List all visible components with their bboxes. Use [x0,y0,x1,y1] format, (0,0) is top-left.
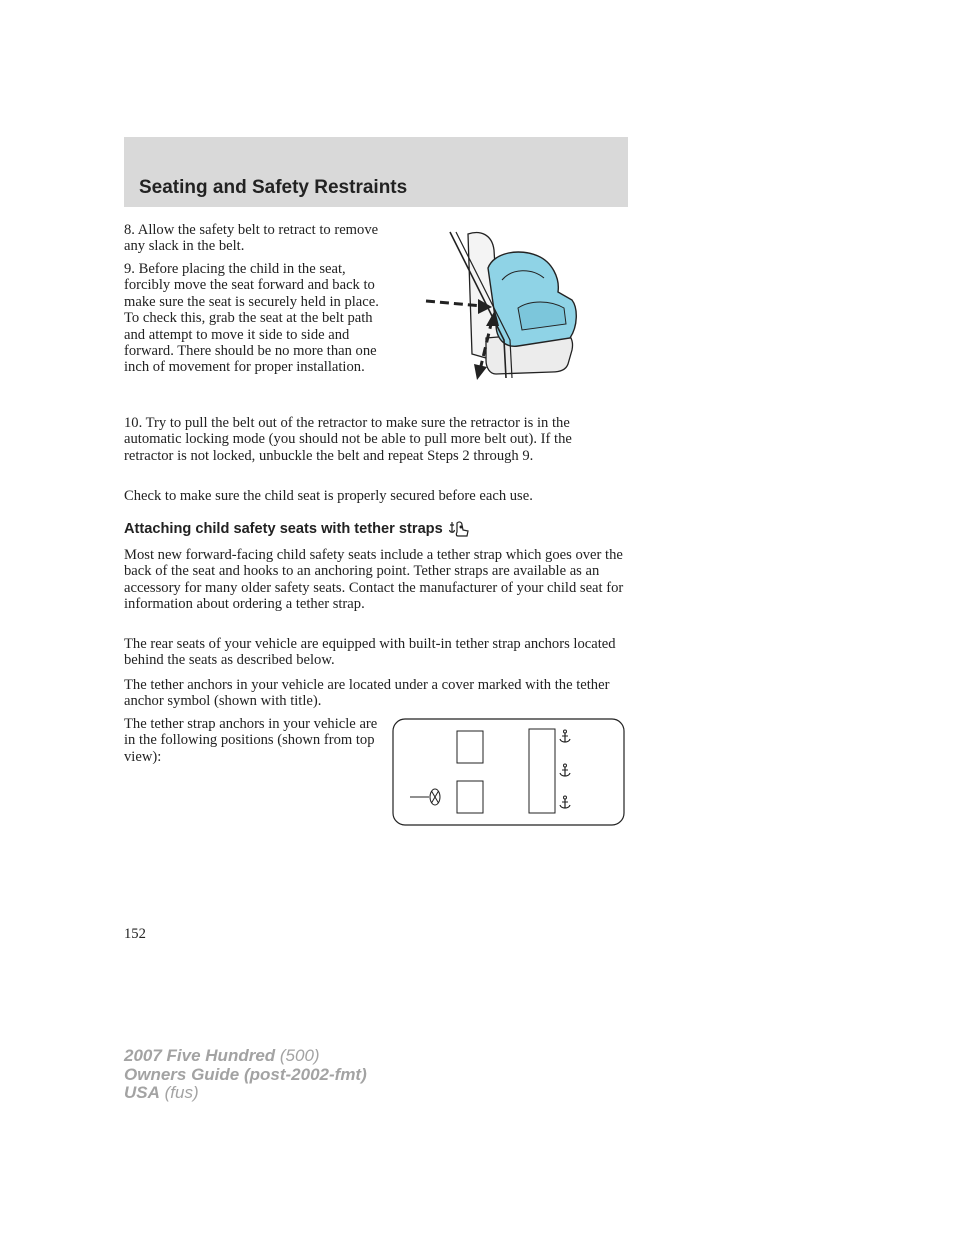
tether-anchor-position-diagram [392,718,625,827]
tether-intro-text: Most new forward-facing child safety seats include a tether strap which goes over the back of the seat and hooks to an anchoring point. Tether straps are available as an accessory for many older safety seats. Contact the manufacturer of your child seat for information about ordering a tether strap. [124,547,624,613]
document-footer [124,1047,367,1103]
section-header-bar [124,137,628,207]
anchor-cover-text: The tether anchors in your vehicle are located under a cover marked with the tether anchor symbol (shown with title). [124,677,610,710]
front-seat-left [457,781,483,813]
footer-model: 2007 Five Hundred [124,1046,276,1065]
step-10-text: 10. Try to pull the belt out of the retractor to make sure the retractor is in the automatic locking mode (you should not be able to pull more belt out). If the retractor is not locked, unbuckle the belt and repeat Steps 2 through 9. [124,415,572,464]
front-seat-right [457,731,483,763]
footer-line-market [124,1084,367,1103]
section-title: Seating and Safety Restraints [139,177,408,198]
footer-model-code: (500) [275,1046,320,1065]
child-seat-illustration [420,228,586,388]
step-9-text: 9. Before placing the child in the seat, forcibly move the seat forward and back to make sure the seat is securely held in place. To check this, grab the seat at the belt path and attempt to move it side to side and forward. There should be no more than one inch of movement for proper installation. [124,261,379,376]
step-8-text: 8. Allow the safety belt to retract to remove any slack in the belt. [124,222,379,255]
footer-market-code: (fus) [159,1083,199,1102]
rear-bench-seat [529,729,555,813]
footer-line-guide [124,1066,367,1085]
vehicle-outline-top-view [393,719,624,825]
tether-heading-text: Attaching child safety seats with tether straps [124,521,443,537]
rear-seat-anchors-text: The rear seats of your vehicle are equipped with built-in tether strap anchors located behind the seats as described below. [124,636,616,669]
tether-section-heading [124,520,469,538]
footer-guide: Owners Guide (post-2002-fmt) [124,1064,367,1084]
footer-market: USA [124,1083,160,1102]
anchor-positions-text: The tether strap anchors in your vehicle are in the following positions (shown from top view): [124,716,378,765]
page-number: 152 [124,926,146,942]
child-seat-tether-icon [449,520,469,538]
check-secured-text: Check to make sure the child seat is properly secured before each use. [124,488,533,504]
move-arrow-head-down [474,364,487,380]
footer-line-model [124,1047,367,1066]
child-seat-shell [488,252,576,346]
